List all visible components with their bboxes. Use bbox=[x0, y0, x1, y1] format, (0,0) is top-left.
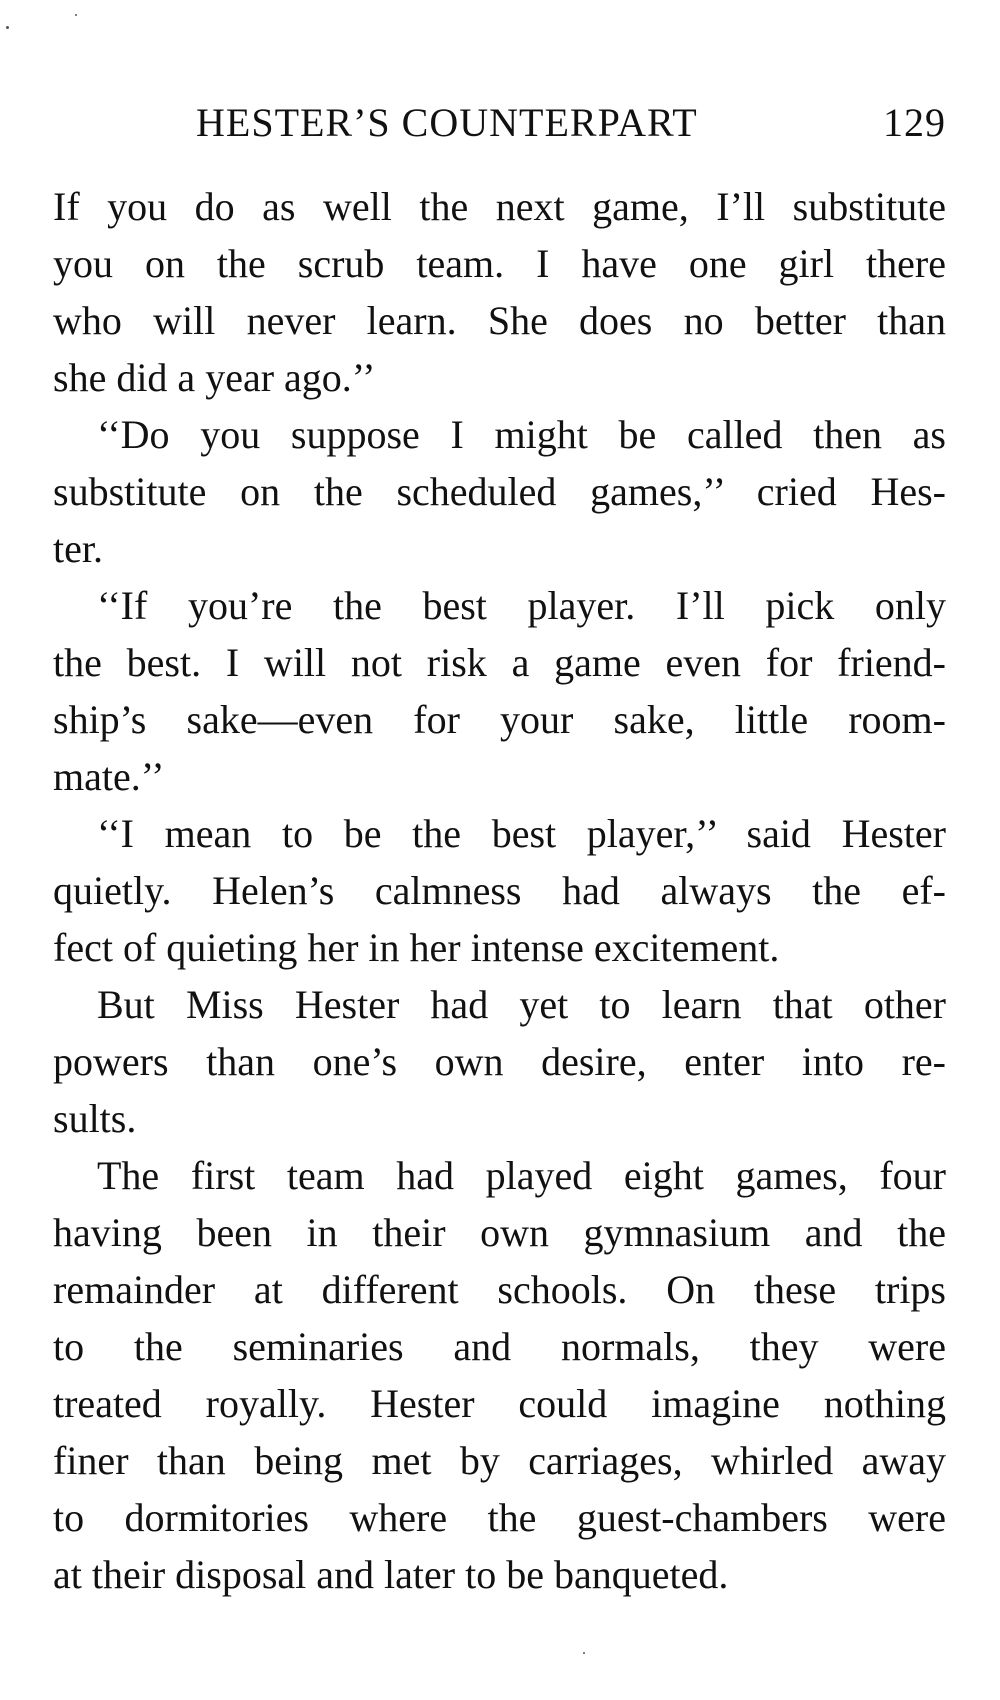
text-line: sults. bbox=[53, 1096, 137, 1141]
page-number: 129 bbox=[883, 100, 946, 145]
paper-speck bbox=[75, 14, 77, 16]
body-text bbox=[53, 178, 946, 1603]
paragraph bbox=[53, 976, 946, 1147]
paper-speck bbox=[583, 1652, 585, 1654]
text-line: powers than one’s own desire, enter into re- bbox=[53, 1039, 946, 1084]
text-line: mate.’’ bbox=[53, 754, 165, 799]
text-line: substitute on the scheduled games,’’ cried Hes- bbox=[53, 469, 946, 514]
text-line: ship’s sake—even for your sake, little room- bbox=[53, 697, 946, 742]
text-line: quietly. Helen’s calmness had always the ef- bbox=[53, 868, 946, 913]
paragraph bbox=[53, 178, 946, 406]
text-line: at their disposal and later to be banqueted. bbox=[53, 1552, 729, 1597]
text-line: But Miss Hester had yet to learn that other bbox=[97, 982, 946, 1027]
text-line: ‘‘Do you suppose I might be called then as bbox=[97, 412, 946, 457]
paragraph bbox=[53, 1147, 946, 1603]
text-line: remainder at different schools. On these trips bbox=[53, 1267, 946, 1312]
text-line: ter. bbox=[53, 526, 103, 571]
text-line: If you do as well the next game, I’ll substitute bbox=[53, 184, 946, 229]
text-line: fect of quieting her in her intense excitement. bbox=[53, 925, 780, 970]
paragraph bbox=[53, 805, 946, 976]
running-head bbox=[53, 98, 946, 148]
text-line: you on the scrub team. I have one girl there bbox=[53, 241, 946, 286]
paper-speck bbox=[6, 26, 9, 29]
text-line: to the seminaries and normals, they were bbox=[53, 1324, 946, 1369]
text-line: ‘‘I mean to be the best player,’’ said Hester bbox=[97, 811, 946, 856]
text-line: treated royally. Hester could imagine nothing bbox=[53, 1381, 946, 1426]
text-line: the best. I will not risk a game even for friend- bbox=[53, 640, 946, 685]
text-line: to dormitories where the guest-chambers were bbox=[53, 1495, 946, 1540]
paragraph bbox=[53, 406, 946, 577]
running-title: HESTER’S COUNTERPART bbox=[196, 100, 698, 145]
paragraph bbox=[53, 577, 946, 805]
text-line: ‘‘If you’re the best player. I’ll pick only bbox=[97, 583, 946, 628]
text-line: she did a year ago.’’ bbox=[53, 355, 376, 400]
text-line: finer than being met by carriages, whirled away bbox=[53, 1438, 946, 1483]
text-line: having been in their own gymnasium and the bbox=[53, 1210, 946, 1255]
text-line: who will never learn. She does no better than bbox=[53, 298, 946, 343]
text-line: The first team had played eight games, four bbox=[97, 1153, 946, 1198]
